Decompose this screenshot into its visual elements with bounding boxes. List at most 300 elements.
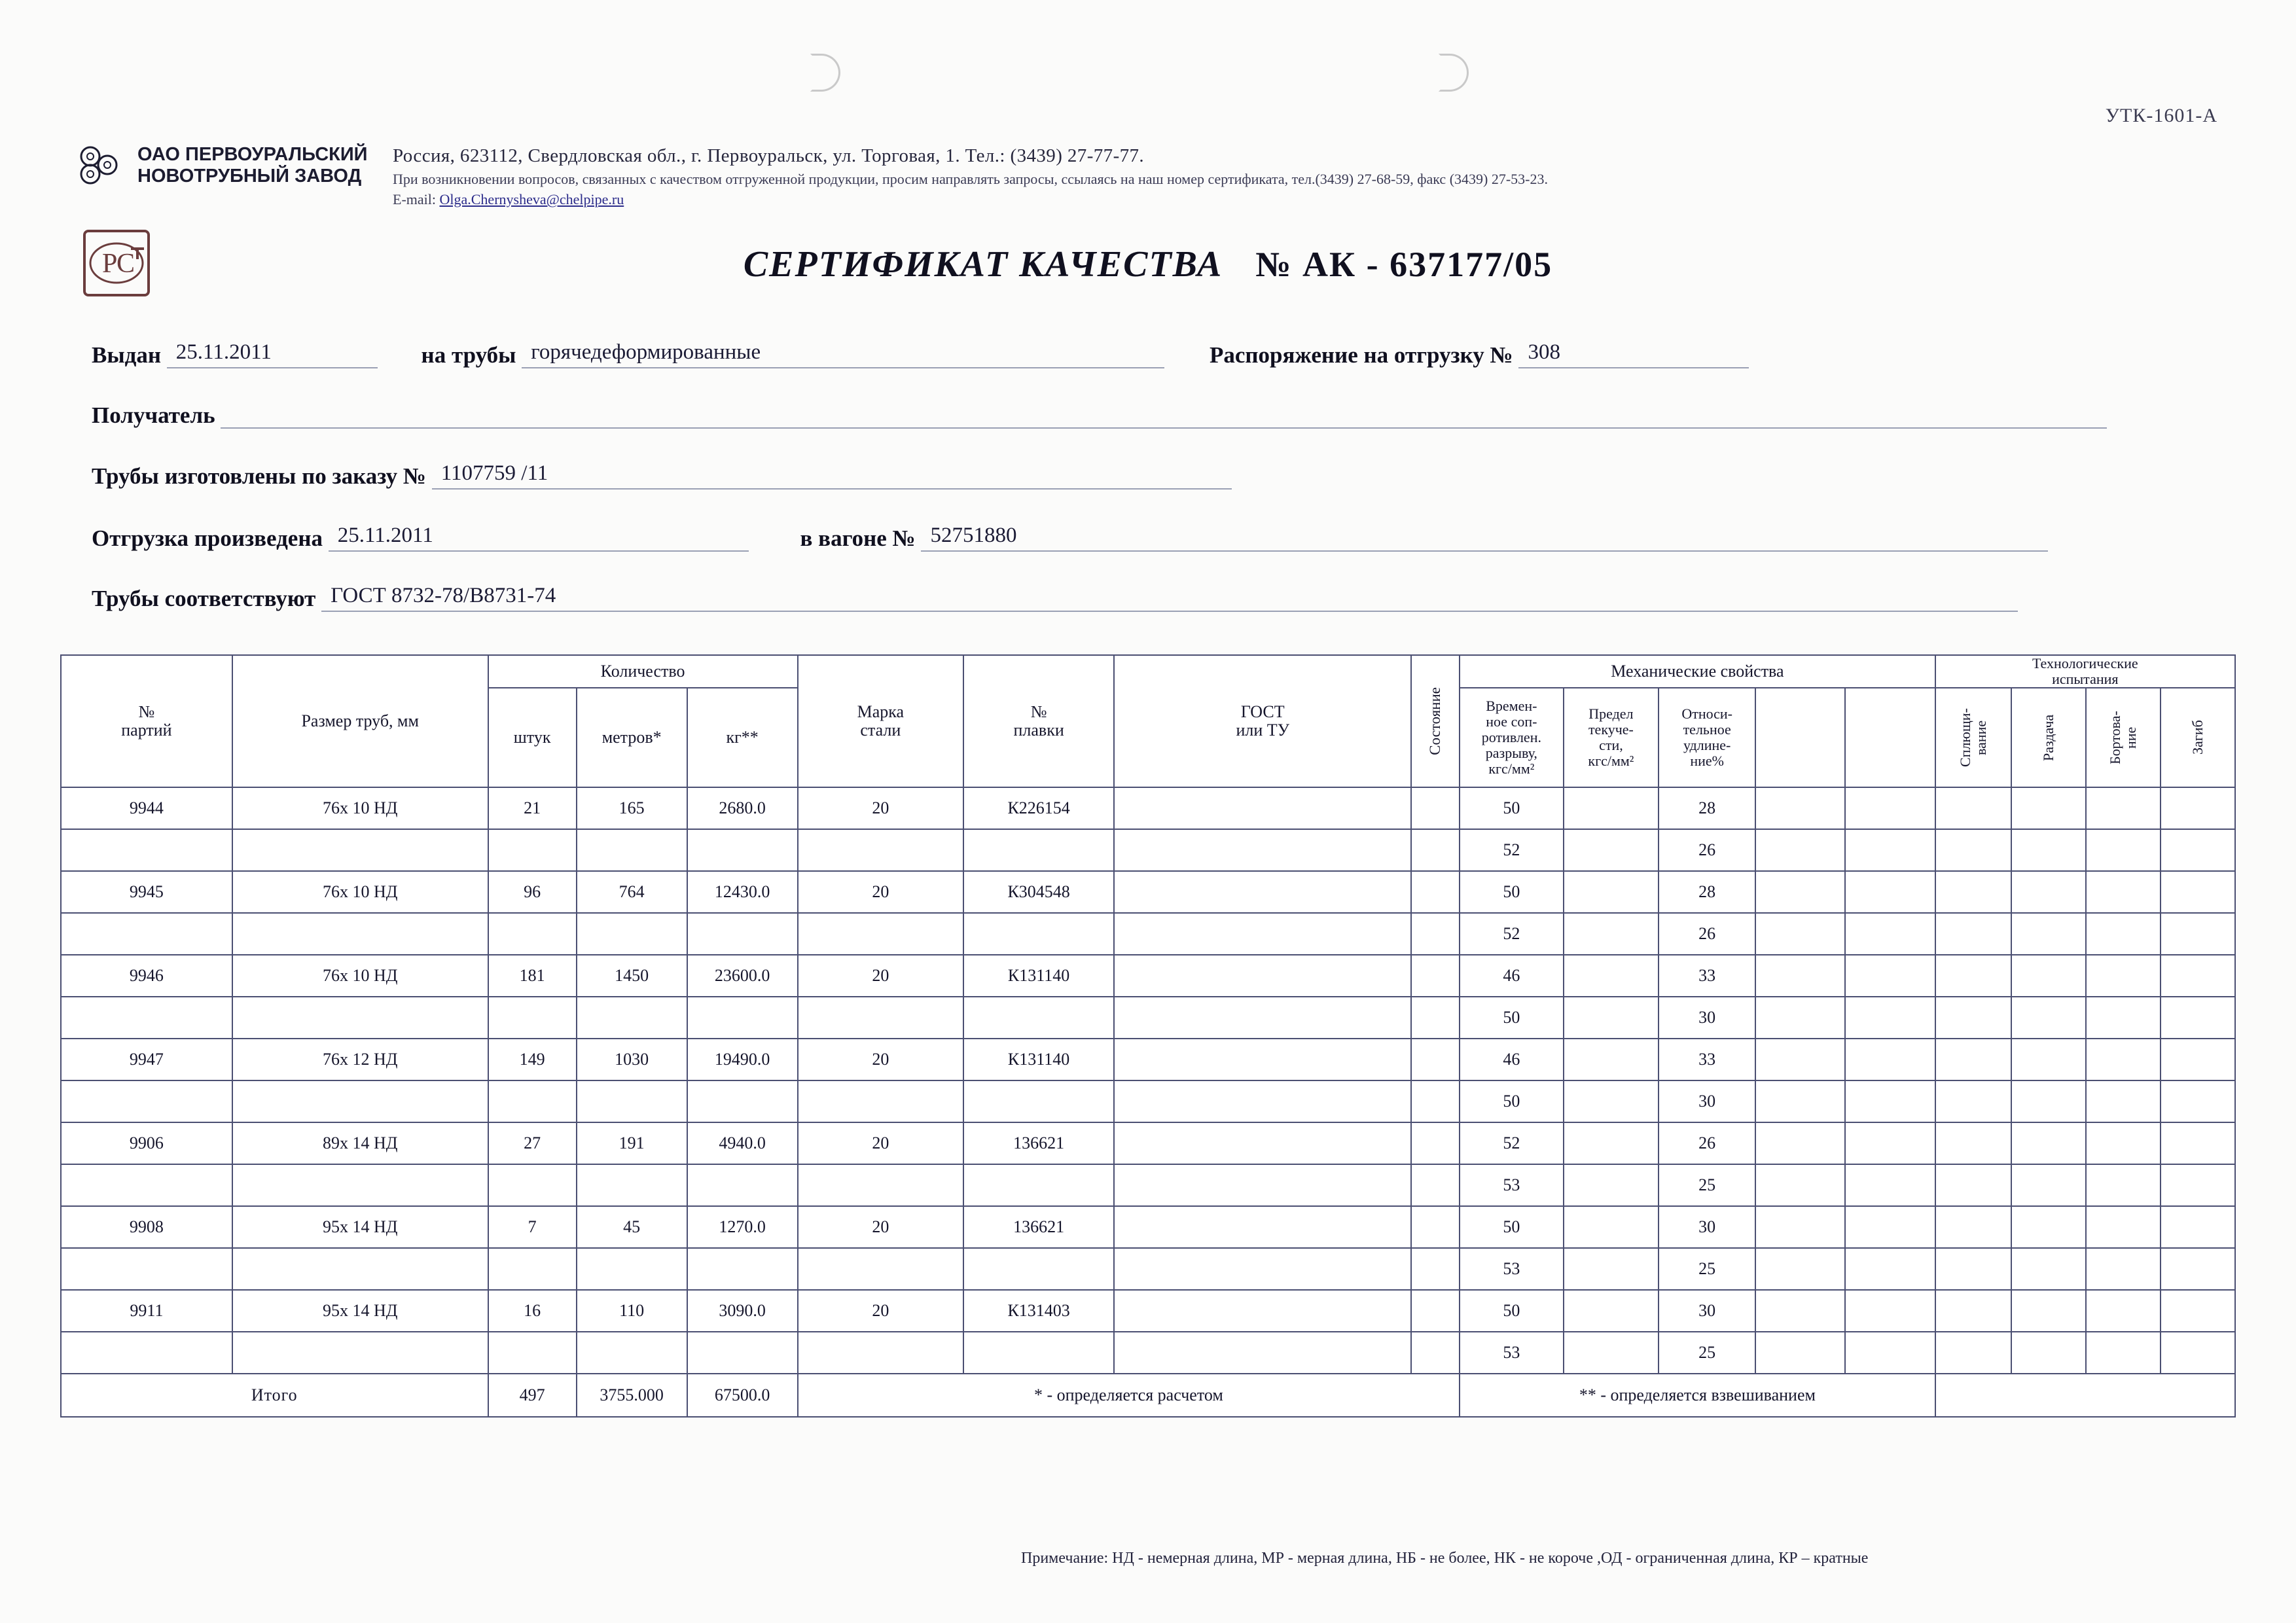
- cell-mech-extra-2: [1845, 1080, 1935, 1122]
- col-mech-extra-1: [1755, 688, 1845, 787]
- col-melt-line2: плавки: [1013, 721, 1064, 740]
- cell-meters: [577, 1164, 687, 1206]
- cell-mech-extra-1: [1755, 1164, 1845, 1206]
- col-party-no-line1: №: [138, 702, 155, 721]
- cell-flattening: [1935, 871, 2011, 913]
- cell-bending: [2161, 1039, 2235, 1080]
- cell-party: 9944: [61, 787, 232, 829]
- yield-l1: Предел: [1588, 705, 1634, 722]
- cell-kg: 19490.0: [687, 1039, 798, 1080]
- cell-meters: [577, 829, 687, 871]
- elong-l2: тельное: [1683, 721, 1731, 738]
- tensile-l1: Времен-: [1486, 698, 1537, 714]
- cell-meters: [577, 997, 687, 1039]
- cell-yield: [1564, 913, 1659, 955]
- cell-pieces: 96: [488, 871, 577, 913]
- cell-bending: [2161, 1122, 2235, 1164]
- cell-yield: [1564, 1290, 1659, 1332]
- conform-label: Трубы соответствуют: [92, 586, 316, 611]
- cell-pieces: 27: [488, 1122, 577, 1164]
- email-label: E-mail:: [393, 191, 436, 207]
- col-tensile-strength: [1460, 688, 1563, 787]
- table-row: [61, 1080, 2235, 1122]
- cell-condition: [1411, 787, 1460, 829]
- cell-tensile: 53: [1460, 1164, 1563, 1206]
- cell-melt: 136621: [963, 1122, 1114, 1164]
- cell-melt: К304548: [963, 871, 1114, 913]
- cell-condition: [1411, 1206, 1460, 1248]
- cell-yield: [1564, 1039, 1659, 1080]
- cell-expansion: [2011, 1332, 2086, 1374]
- cell-flanging: [2086, 997, 2161, 1039]
- cell-condition: [1411, 1248, 1460, 1290]
- cell-kg: 12430.0: [687, 871, 798, 913]
- col-flattening: [1935, 688, 2011, 787]
- cell-party: [61, 913, 232, 955]
- cell-party: 9947: [61, 1039, 232, 1080]
- cell-mech-extra-1: [1755, 871, 1845, 913]
- company-name-line1: ОАО ПЕРВОУРАЛЬСКИЙ: [137, 144, 368, 165]
- col-expansion: [2011, 688, 2086, 787]
- cell-party: 9946: [61, 955, 232, 997]
- cell-bending: [2161, 913, 2235, 955]
- field-shipment: [92, 524, 2048, 552]
- cell-party: [61, 1248, 232, 1290]
- cell-mech-extra-1: [1755, 1206, 1845, 1248]
- cell-pieces: [488, 913, 577, 955]
- shipment-label: Отгрузка произведена: [92, 526, 323, 551]
- cell-yield: [1564, 1122, 1659, 1164]
- cell-steel: 20: [798, 1206, 963, 1248]
- ship-order-label: Распоряжение на отгрузку №: [1209, 342, 1513, 368]
- cell-party: [61, 997, 232, 1039]
- cell-melt: [963, 1080, 1114, 1122]
- certificate-table: [60, 654, 2236, 1418]
- cell-melt: [963, 1248, 1114, 1290]
- cell-flanging: [2086, 1248, 2161, 1290]
- cell-bending: [2161, 1332, 2235, 1374]
- cell-expansion: [2011, 913, 2086, 955]
- cell-yield: [1564, 787, 1659, 829]
- svg-text:С: С: [117, 249, 135, 279]
- svg-text:Р: Р: [102, 249, 118, 279]
- col-yield-strength: [1564, 688, 1659, 787]
- cell-yield: [1564, 1164, 1659, 1206]
- page-title: СЕРТИФИКАТ КАЧЕСТВА: [743, 244, 1223, 285]
- cell-melt: К226154: [963, 787, 1114, 829]
- col-gost-line1: ГОСТ: [1240, 702, 1285, 721]
- cell-melt: [963, 913, 1114, 955]
- cell-elong: 25: [1659, 1248, 1755, 1290]
- cell-kg: [687, 829, 798, 871]
- cell-expansion: [2011, 1080, 2086, 1122]
- col-melt-no: [963, 655, 1114, 787]
- field-conform: [92, 584, 2018, 612]
- table-row: [61, 997, 2235, 1039]
- col-steel-grade-line2: стали: [860, 721, 901, 740]
- cell-elong: 30: [1659, 1290, 1755, 1332]
- made-by-order-value[interactable]: 1107759 /11: [432, 461, 1232, 490]
- cell-bending: [2161, 1248, 2235, 1290]
- cell-elong: 33: [1659, 955, 1755, 997]
- col-quantity-group: Количество: [488, 655, 798, 688]
- elong-l4: ние%: [1690, 753, 1724, 769]
- cell-flanging: [2086, 1206, 2161, 1248]
- field-order: [92, 461, 1232, 490]
- cell-condition: [1411, 1039, 1460, 1080]
- cell-steel: 20: [798, 1122, 963, 1164]
- cell-kg: 23600.0: [687, 955, 798, 997]
- issued-label: Выдан: [92, 342, 162, 368]
- col-kg: кг**: [687, 688, 798, 787]
- cell-pieces: [488, 1080, 577, 1122]
- cell-flattening: [1935, 1080, 2011, 1122]
- cell-mech-extra-2: [1845, 955, 1935, 997]
- cell-gost: [1114, 787, 1411, 829]
- page-title-block: [0, 243, 2296, 285]
- cell-flattening: [1935, 1122, 2011, 1164]
- made-by-order-label: Трубы изготовлены по заказу №: [92, 463, 427, 489]
- tensile-l3: ротивлен.: [1481, 729, 1541, 745]
- cell-kg: [687, 1332, 798, 1374]
- certificate-number: № АК - 637177/05: [1255, 245, 1553, 284]
- cell-party: [61, 1332, 232, 1374]
- cell-bending: [2161, 871, 2235, 913]
- cell-flanging: [2086, 913, 2161, 955]
- cell-mech-extra-2: [1845, 871, 1935, 913]
- tensile-l5: кгс/мм²: [1488, 760, 1535, 777]
- cell-party: [61, 829, 232, 871]
- cell-condition: [1411, 1122, 1460, 1164]
- cell-pieces: [488, 997, 577, 1039]
- cell-pieces: [488, 829, 577, 871]
- cell-steel: 20: [798, 1290, 963, 1332]
- cell-size: 76х 10 НД: [232, 871, 488, 913]
- cell-flanging: [2086, 1290, 2161, 1332]
- cell-steel: [798, 1332, 963, 1374]
- conform-value[interactable]: ГОСТ 8732-78/В8731-74: [321, 584, 2018, 612]
- three-circles-logo: [77, 145, 134, 186]
- cell-expansion: [2011, 1039, 2086, 1080]
- cell-tensile: 52: [1460, 1122, 1563, 1164]
- cell-mech-extra-1: [1755, 1332, 1845, 1374]
- col-steel-grade: [798, 655, 963, 787]
- cell-meters: [577, 913, 687, 955]
- cell-flanging: [2086, 1332, 2161, 1374]
- cell-melt: [963, 997, 1114, 1039]
- cell-condition: [1411, 955, 1460, 997]
- cell-meters: 191: [577, 1122, 687, 1164]
- cell-flanging: [2086, 955, 2161, 997]
- cell-size: [232, 1164, 488, 1206]
- table-row: [61, 1332, 2235, 1374]
- cell-expansion: [2011, 829, 2086, 871]
- totals-note-doublestar: ** - определяется взвешиванием: [1460, 1374, 1935, 1417]
- cell-party: [61, 1164, 232, 1206]
- cell-meters: [577, 1080, 687, 1122]
- cell-melt: К131403: [963, 1290, 1114, 1332]
- cell-bending: [2161, 787, 2235, 829]
- cell-tensile: 50: [1460, 1290, 1563, 1332]
- ship-order-value[interactable]: 308: [1518, 340, 1749, 368]
- cell-bending: [2161, 1206, 2235, 1248]
- table-row: [61, 1164, 2235, 1206]
- cell-elong: 26: [1659, 1122, 1755, 1164]
- col-gost-line2: или ТУ: [1236, 721, 1290, 740]
- cell-gost: [1114, 1039, 1411, 1080]
- cell-condition: [1411, 1164, 1460, 1206]
- cell-mech-extra-2: [1845, 829, 1935, 871]
- table-row: [61, 829, 2235, 871]
- cell-size: 95х 14 НД: [232, 1206, 488, 1248]
- col-expansion-label: Раздача: [2039, 714, 2056, 761]
- col-size: Размер труб, мм: [232, 655, 488, 787]
- cell-expansion: [2011, 1206, 2086, 1248]
- cell-flanging: [2086, 871, 2161, 913]
- cell-size: [232, 829, 488, 871]
- table-row: [61, 1122, 2235, 1164]
- cell-pieces: 21: [488, 787, 577, 829]
- cell-bending: [2161, 955, 2235, 997]
- cell-expansion: [2011, 1248, 2086, 1290]
- cell-meters: 110: [577, 1290, 687, 1332]
- wagon-label: в вагоне №: [800, 526, 916, 551]
- field-issued: [92, 340, 1749, 368]
- cell-yield: [1564, 871, 1659, 913]
- table-footnote: Примечание: НД - немерная длина, МР - мерная длина, НБ - не более, НК - не короче ,ОД - ограниченная длина, КР – кратные: [1021, 1550, 1869, 1567]
- cell-expansion: [2011, 787, 2086, 829]
- cell-yield: [1564, 829, 1659, 871]
- for-pipes-value[interactable]: горячедеформированные: [522, 340, 1164, 368]
- cell-mech-extra-2: [1845, 1164, 1935, 1206]
- col-steel-grade-line1: Марка: [857, 702, 905, 721]
- cell-elong: 26: [1659, 913, 1755, 955]
- cell-meters: 165: [577, 787, 687, 829]
- cell-flanging: [2086, 1164, 2161, 1206]
- col-tech-tests-line2: испытания: [2052, 671, 2119, 687]
- cell-size: 89х 14 НД: [232, 1122, 488, 1164]
- receiver-value[interactable]: [221, 425, 2107, 429]
- cell-gost: [1114, 1164, 1411, 1206]
- cell-mech-extra-1: [1755, 1122, 1845, 1164]
- cell-gost: [1114, 1332, 1411, 1374]
- cell-tensile: 50: [1460, 997, 1563, 1039]
- cell-steel: [798, 913, 963, 955]
- cell-mech-extra-1: [1755, 997, 1845, 1039]
- totals-kg: 67500.0: [687, 1374, 798, 1417]
- cell-elong: 30: [1659, 997, 1755, 1039]
- cell-steel: [798, 1164, 963, 1206]
- col-condition-label: Состояние: [1427, 687, 1444, 755]
- cell-condition: [1411, 913, 1460, 955]
- cell-size: 76х 12 НД: [232, 1039, 488, 1080]
- col-gost: [1114, 655, 1411, 787]
- cell-steel: [798, 997, 963, 1039]
- table-row: [61, 1206, 2235, 1248]
- cell-yield: [1564, 955, 1659, 997]
- email-link[interactable]: Olga.Chernysheva@chelpipe.ru: [439, 191, 624, 207]
- cell-tensile: 50: [1460, 1206, 1563, 1248]
- cell-gost: [1114, 871, 1411, 913]
- cell-tensile: 52: [1460, 913, 1563, 955]
- table-row: [61, 1039, 2235, 1080]
- cell-tensile: 50: [1460, 1080, 1563, 1122]
- cell-flattening: [1935, 1290, 2011, 1332]
- cell-yield: [1564, 1206, 1659, 1248]
- cell-tensile: 53: [1460, 1332, 1563, 1374]
- col-mech-props-group: Механические свойства: [1460, 655, 1935, 688]
- table-row: [61, 871, 2235, 913]
- yield-l4: кгс/мм²: [1588, 753, 1634, 769]
- cell-pieces: 16: [488, 1290, 577, 1332]
- cell-tensile: 50: [1460, 787, 1563, 829]
- col-flanging-label: [2108, 688, 2139, 787]
- receiver-label: Получатель: [92, 402, 215, 428]
- cell-steel: 20: [798, 787, 963, 829]
- cell-flattening: [1935, 913, 2011, 955]
- cell-pieces: 7: [488, 1206, 577, 1248]
- cell-party: 9908: [61, 1206, 232, 1248]
- table-row: [61, 1290, 2235, 1332]
- cell-size: [232, 997, 488, 1039]
- for-pipes-label: на трубы: [421, 342, 516, 368]
- cell-melt: К131140: [963, 1039, 1114, 1080]
- cell-expansion: [2011, 1122, 2086, 1164]
- cell-size: 76х 10 НД: [232, 955, 488, 997]
- cell-meters: 45: [577, 1206, 687, 1248]
- shipment-value[interactable]: 25.11.2011: [329, 524, 749, 552]
- col-meters: метров*: [577, 688, 687, 787]
- cell-kg: [687, 1164, 798, 1206]
- cell-yield: [1564, 1248, 1659, 1290]
- cell-gost: [1114, 997, 1411, 1039]
- cell-flanging: [2086, 1122, 2161, 1164]
- cell-mech-extra-1: [1755, 1290, 1845, 1332]
- cell-flattening: [1935, 1164, 2011, 1206]
- cell-expansion: [2011, 997, 2086, 1039]
- cell-steel: 20: [798, 871, 963, 913]
- cell-kg: 2680.0: [687, 787, 798, 829]
- cell-pieces: [488, 1248, 577, 1290]
- cell-bending: [2161, 829, 2235, 871]
- cell-condition: [1411, 829, 1460, 871]
- col-elongation: [1659, 688, 1755, 787]
- cell-party: 9945: [61, 871, 232, 913]
- cell-tensile: 46: [1460, 955, 1563, 997]
- cell-melt: [963, 829, 1114, 871]
- cell-kg: 1270.0: [687, 1206, 798, 1248]
- wagon-value[interactable]: 52751880: [921, 524, 2048, 552]
- cell-tensile: 52: [1460, 829, 1563, 871]
- cell-yield: [1564, 997, 1659, 1039]
- cell-flattening: [1935, 787, 2011, 829]
- punch-hole-right: [1439, 54, 1469, 92]
- cell-flattening: [1935, 997, 2011, 1039]
- col-party-no-line2: партий: [121, 721, 172, 740]
- cell-mech-extra-1: [1755, 1039, 1845, 1080]
- cell-gost: [1114, 829, 1411, 871]
- cell-mech-extra-2: [1845, 1290, 1935, 1332]
- cell-pieces: [488, 1332, 577, 1374]
- table-row: [61, 955, 2235, 997]
- totals-label: Итого: [61, 1374, 488, 1417]
- cell-party: [61, 1080, 232, 1122]
- cell-elong: 30: [1659, 1206, 1755, 1248]
- company-address: Россия, 623112, Свердловская обл., г. Первоуральск, ул. Торговая, 1. Тел.: (3439) 27-77-77.: [393, 145, 1145, 166]
- punch-hole-left: [810, 54, 840, 92]
- col-tech-tests-line1: Технологические: [2032, 655, 2138, 671]
- col-melt-line1: №: [1030, 702, 1047, 721]
- cell-tensile: 53: [1460, 1248, 1563, 1290]
- elong-l1: Относи-: [1681, 705, 1732, 722]
- cell-expansion: [2011, 1290, 2086, 1332]
- cell-steel: [798, 1080, 963, 1122]
- cell-bending: [2161, 1164, 2235, 1206]
- cell-elong: 30: [1659, 1080, 1755, 1122]
- cell-elong: 26: [1659, 829, 1755, 871]
- cell-mech-extra-2: [1845, 1039, 1935, 1080]
- cell-party: 9906: [61, 1122, 232, 1164]
- cell-condition: [1411, 1290, 1460, 1332]
- cell-steel: [798, 1248, 963, 1290]
- col-tech-tests-group: [1935, 655, 2235, 688]
- issued-value[interactable]: 25.11.2011: [167, 340, 378, 368]
- cell-size: 76х 10 НД: [232, 787, 488, 829]
- cell-gost: [1114, 913, 1411, 955]
- cell-kg: 3090.0: [687, 1290, 798, 1332]
- flat-l2: вание: [1972, 720, 1989, 755]
- cell-expansion: [2011, 955, 2086, 997]
- cell-size: [232, 1080, 488, 1122]
- totals-meters: 3755.000: [577, 1374, 687, 1417]
- cell-size: [232, 913, 488, 955]
- cell-party: 9911: [61, 1290, 232, 1332]
- flang-l2: ние: [2122, 726, 2139, 749]
- cell-size: [232, 1332, 488, 1374]
- table-header-row-1: [61, 655, 2235, 688]
- cell-meters: 1450: [577, 955, 687, 997]
- tensile-l4: разрыву,: [1485, 745, 1537, 761]
- cell-elong: 25: [1659, 1332, 1755, 1374]
- cell-flattening: [1935, 1039, 2011, 1080]
- cell-mech-extra-1: [1755, 955, 1845, 997]
- field-receiver: [92, 402, 2107, 429]
- col-mech-extra-2: [1845, 688, 1935, 787]
- cell-mech-extra-2: [1845, 1332, 1935, 1374]
- cell-gost: [1114, 1080, 1411, 1122]
- cell-kg: [687, 913, 798, 955]
- cell-flanging: [2086, 1080, 2161, 1122]
- cell-flattening: [1935, 955, 2011, 997]
- cell-bending: [2161, 1080, 2235, 1122]
- col-bending-label: Загиб: [2189, 720, 2206, 755]
- cell-expansion: [2011, 1164, 2086, 1206]
- cell-gost: [1114, 1206, 1411, 1248]
- cell-mech-extra-2: [1845, 913, 1935, 955]
- cell-melt: К131140: [963, 955, 1114, 997]
- cell-meters: 1030: [577, 1039, 687, 1080]
- cell-meters: [577, 1248, 687, 1290]
- cell-flanging: [2086, 829, 2161, 871]
- flang-l1: Бортова-: [2106, 711, 2123, 764]
- cell-mech-extra-2: [1845, 1248, 1935, 1290]
- cell-elong: 28: [1659, 871, 1755, 913]
- totals-note-star: * - определяется расчетом: [798, 1374, 1460, 1417]
- cell-pieces: [488, 1164, 577, 1206]
- cell-yield: [1564, 1080, 1659, 1122]
- cell-flattening: [1935, 1206, 2011, 1248]
- cell-kg: [687, 997, 798, 1039]
